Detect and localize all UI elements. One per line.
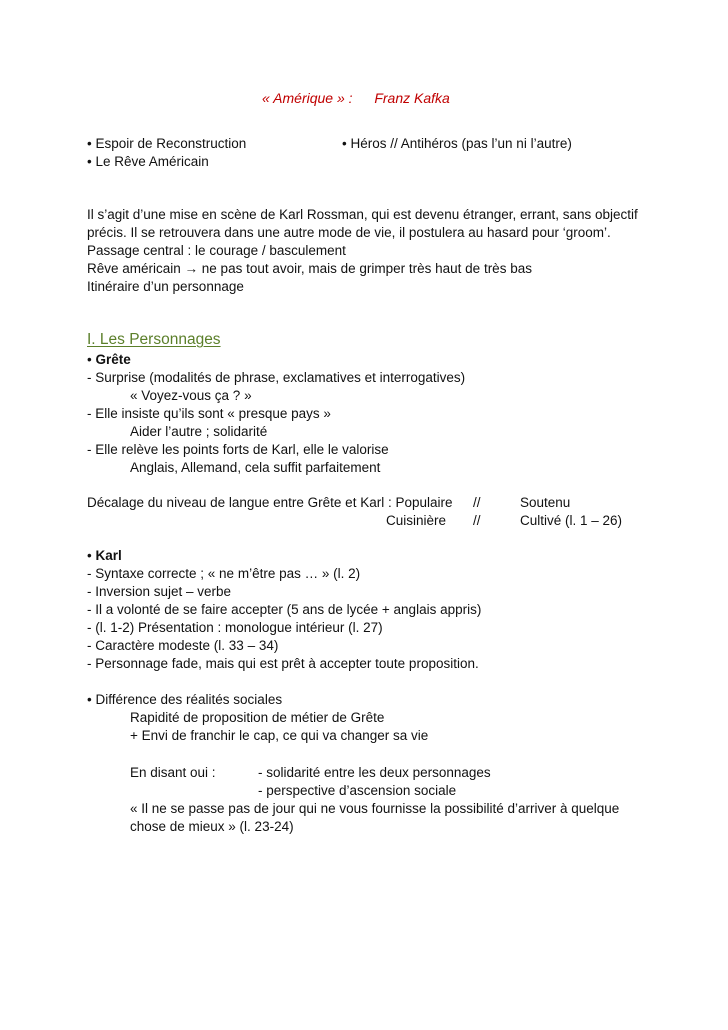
difference-heading: • Différence des réalités sociales — [87, 692, 283, 707]
intro-line: Itinéraire d’un personnage — [87, 279, 244, 294]
intro-line: Passage central : le courage / basculement — [87, 243, 346, 258]
grete-line: - Elle relève les points forts de Karl, elle le valorise — [87, 442, 389, 457]
oui-item: - solidarité entre les deux personnages — [258, 765, 491, 780]
karl-line: - Caractère modeste (l. 33 – 34) — [87, 638, 279, 653]
bullet: • — [87, 548, 96, 563]
karl-line: - Personnage fade, mais qui est prêt à accepter toute proposition. — [87, 656, 479, 671]
karl-line: - Inversion sujet – verbe — [87, 584, 232, 599]
karl-heading — [87, 547, 122, 565]
intro-line: Rêve américain → ne pas tout avoir, mais de grimper très haut de très bas — [87, 261, 532, 276]
quote-line: chose de mieux » (l. 23-24) — [130, 819, 294, 834]
document-title — [262, 89, 450, 107]
grete-line: Anglais, Allemand, cela suffit parfaitement — [130, 460, 381, 475]
grete-line: - Surprise (modalités de phrase, exclamatives et interrogatives) — [87, 370, 466, 385]
oui-item: - perspective d’ascension sociale — [258, 783, 457, 798]
theme-left-2: • Le Rêve Américain — [87, 154, 209, 169]
grete-line: « Voyez-vous ça ? » — [130, 388, 252, 403]
grete-name: Grête — [95, 352, 131, 367]
karl-name: Karl — [95, 548, 122, 563]
karl-line: - (l. 1-2) Présentation : monologue intérieur (l. 27) — [87, 620, 383, 635]
karl-line: - Syntaxe correcte ; « ne m’être pas … » (l. 2) — [87, 566, 361, 581]
title-author: Franz Kafka — [374, 90, 450, 106]
decalage-right: Cultivé (l. 1 – 26) — [520, 513, 623, 528]
theme-right: • Héros // Antihéros (pas l’un ni l’autre) — [342, 136, 572, 151]
title-work: « Amérique » : — [262, 90, 353, 106]
difference-line: + Envi de franchir le cap, ce qui va changer sa vie — [130, 728, 429, 743]
decalage-left: Cuisinière — [386, 513, 447, 528]
decalage-right: Soutenu — [520, 495, 571, 510]
intro-line: Il s’agit d’une mise en scène de Karl Rossman, qui est devenu étranger, errant, sans objectif — [87, 207, 638, 222]
oui-label: En disant oui : — [130, 765, 216, 780]
karl-line: - Il a volonté de se faire accepter (5 ans de lycée + anglais appris) — [87, 602, 482, 617]
quote-line: « Il ne se passe pas de jour qui ne vous fournisse la possibilité d’arriver à quelque — [130, 801, 620, 816]
section-heading: I. Les Personnages — [87, 331, 221, 348]
theme-left-1: • Espoir de Reconstruction — [87, 136, 247, 151]
difference-line: Rapidité de proposition de métier de Grête — [130, 710, 385, 725]
decalage-label: Décalage du niveau de langue entre Grête et Karl : Populaire — [87, 495, 453, 510]
intro-line: précis. Il se retrouvera dans une autre mode de vie, il postulera au hasard pour ‘groom’. — [87, 225, 611, 240]
grete-line: Aider l’autre ; solidarité — [130, 424, 268, 439]
grete-line: - Elle insiste qu’ils sont « presque pays » — [87, 406, 331, 421]
bullet: • — [87, 352, 96, 367]
grete-heading — [87, 351, 131, 369]
decalage-sep: // — [473, 513, 481, 528]
decalage-sep: // — [473, 495, 481, 510]
